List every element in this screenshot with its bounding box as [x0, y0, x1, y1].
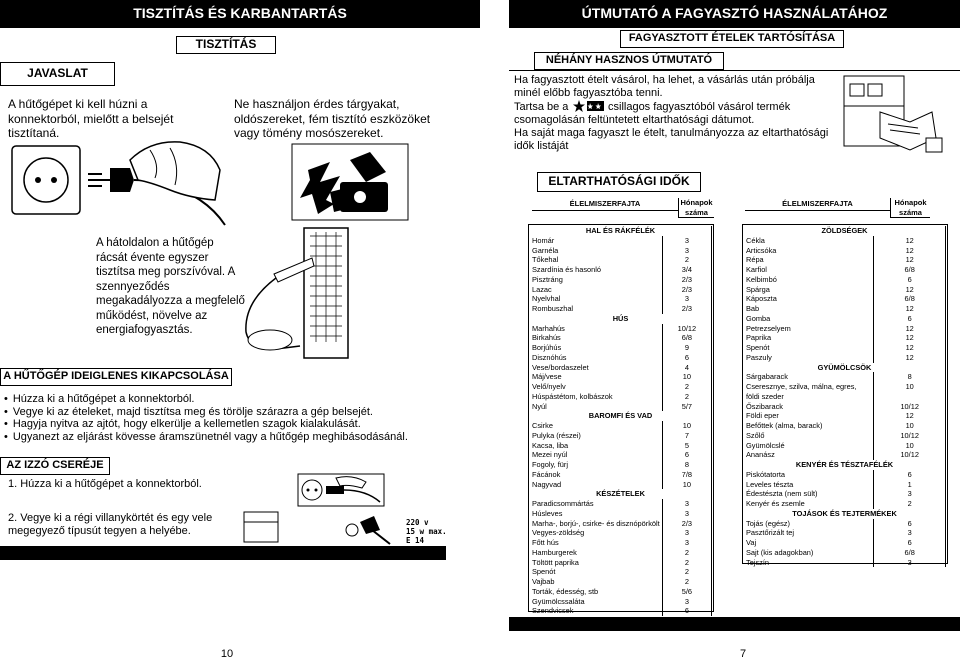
table-row — [744, 519, 946, 529]
food-name: Hamburgerek — [530, 548, 662, 558]
table-section-row — [530, 226, 712, 236]
bulb-step-2: 2. Vegye ki a régi villanykörtét és egy vele megegyező típusút tegyen a helyébe. — [8, 512, 213, 537]
section-title: ZÖLDSÉGEK — [744, 226, 946, 236]
list-item: • Vegye ki az ételeket, majd tisztítsa meg és törölje szárazra a gép belsejét. — [4, 406, 474, 419]
table-section-row — [530, 489, 712, 499]
food-name: Nagyvad — [530, 480, 662, 490]
table-row — [530, 499, 712, 509]
food-name: Piskótatorta — [744, 470, 874, 480]
months-value: 3 — [662, 499, 711, 509]
food-name: Bab — [744, 304, 874, 314]
months-value: 2/3 — [662, 275, 711, 285]
food-name: Vaj — [744, 538, 874, 548]
months-value: 3 — [874, 528, 946, 538]
months-value: 5/6 — [662, 587, 711, 597]
food-name: Sárgabarack — [744, 372, 874, 382]
food-name: Spenót — [530, 567, 662, 577]
food-name: Kelbimbó — [744, 275, 874, 285]
table-row — [530, 353, 712, 363]
food-name: Szardínia és hasonló — [530, 265, 662, 275]
food-name: Kacsa, liba — [530, 441, 662, 451]
food-name: Pulyka (részei) — [530, 431, 662, 441]
table-row — [530, 597, 712, 607]
food-name: Szendvicsek — [530, 606, 662, 616]
table-row — [530, 450, 712, 460]
bulb-step-1: 1. Húzza ki a hűtőgépet a konnektorból. — [8, 478, 202, 490]
food-name: Birkahús — [530, 333, 662, 343]
table-section-row — [744, 509, 946, 519]
months-value: 10 — [874, 421, 946, 431]
table-row — [744, 489, 946, 499]
months-value: 12 — [874, 246, 946, 256]
shutdown-list — [4, 393, 474, 443]
table-row — [530, 441, 712, 451]
months-value: 10/12 — [874, 402, 946, 412]
months-value: 10 — [662, 372, 711, 382]
months-value: 6 — [874, 314, 946, 324]
food-name: Gyümölcssaláta — [530, 597, 662, 607]
food-name: Pasztőrizált tej — [744, 528, 874, 538]
months-value: 12 — [874, 255, 946, 265]
table-row — [530, 236, 712, 246]
food-name: Fogoly, fürj — [530, 460, 662, 470]
months-value: 7 — [662, 431, 711, 441]
table-row — [744, 450, 946, 460]
months-value: 3 — [662, 597, 711, 607]
tips-line-2-end: csillagos fagyasztóból vásárol termék csomagolásán feltüntetett eltarthatósági dátumot. — [514, 101, 791, 126]
months-value: 12 — [874, 333, 946, 343]
food-name: Befőttek (alma, barack) — [744, 421, 874, 431]
months-value: 12 — [874, 236, 946, 246]
food-name: Garnéla — [530, 246, 662, 256]
food-name: Marhahús — [530, 324, 662, 334]
food-name: Répa — [744, 255, 874, 265]
food-name: Torták, édesség, stb — [530, 587, 662, 597]
table-row — [744, 392, 946, 402]
table-row — [530, 333, 712, 343]
months-value: 10/12 — [662, 324, 711, 334]
food-name: Vegyes-zöldség — [530, 528, 662, 538]
months-value: 6 — [662, 606, 711, 616]
bulb-spec-socket: E 14 — [406, 536, 425, 545]
months-value: 12 — [874, 353, 946, 363]
months-value: 3 — [662, 236, 711, 246]
right-header-title: ÚTMUTATÓ A FAGYASZTÓ HASZNÁLATÁHOZ — [581, 5, 888, 21]
months-value: 5 — [662, 441, 711, 451]
table-row — [744, 246, 946, 256]
table-row — [744, 548, 946, 558]
table-row — [744, 421, 946, 431]
food-name: Sajt (kis adagokban) — [744, 548, 874, 558]
table-row — [530, 265, 712, 275]
months-value: 12 — [874, 411, 946, 421]
table-row — [530, 324, 712, 334]
food-name: Nyelvhal — [530, 294, 662, 304]
cleaning-products-illustration — [290, 142, 410, 222]
food-name: Főtt hús — [530, 538, 662, 548]
right-page-number: 7 — [739, 648, 747, 660]
table-row — [530, 567, 712, 577]
food-name: Paradicsommártás — [530, 499, 662, 509]
table-row — [530, 460, 712, 470]
months-value: 10 — [874, 441, 946, 451]
months-value: 2 — [662, 558, 711, 568]
shelf-life-table-right — [744, 226, 946, 567]
warning-label: JAVASLAT — [0, 62, 115, 86]
months-value: 3 — [662, 246, 711, 256]
food-name: Töltött paprika — [530, 558, 662, 568]
unplug-illustration — [296, 472, 386, 508]
food-name: Lazac — [530, 285, 662, 295]
table-row — [530, 246, 712, 256]
months-value: 3 — [874, 489, 946, 499]
months-value: 6/8 — [874, 265, 946, 275]
col-header-food-left: ÉLELMISZERFAJTA — [532, 198, 678, 211]
condenser-text: A hátoldalon a hűtőgép rácsát évente egyszer tisztítsa meg porszívóval. A szennyeződés megakadályozza a megfelelő működést, növelve az energiafogyasztás. — [96, 237, 245, 336]
food-name: Vese/bordaszelet — [530, 363, 662, 373]
food-name: Paprika — [744, 333, 874, 343]
table-row — [744, 333, 946, 343]
list-item: • Ugyanezt az eljárást kövesse áramszünetnél vagy a hűtőgép meghibásodásánál. — [4, 431, 474, 444]
months-value: 10/12 — [874, 450, 946, 460]
months-value: 6 — [662, 450, 711, 460]
table-row — [744, 558, 946, 568]
months-value: 12 — [874, 285, 946, 295]
table-row — [530, 343, 712, 353]
shutdown-label: A HŰTŐGÉP IDEIGLENES KIKAPCSOLÁSA — [0, 368, 232, 386]
food-name: Nyúl — [530, 402, 662, 412]
food-name: földi szeder — [744, 392, 874, 402]
food-name: Gomba — [744, 314, 874, 324]
months-value: 10 — [662, 480, 711, 490]
months-value: 6 — [874, 275, 946, 285]
food-name: Marha-, borjú-, csirke- és disznópörkölt — [530, 519, 662, 529]
cleaning-label: TISZTÍTÁS — [176, 36, 276, 54]
food-name: Cékla — [744, 236, 874, 246]
months-value: 4 — [662, 363, 711, 373]
food-name: Velő/nyelv — [530, 382, 662, 392]
months-value: 3 — [662, 509, 711, 519]
table-row — [530, 480, 712, 490]
table-row — [744, 304, 946, 314]
food-name: Húsleves — [530, 509, 662, 519]
table-row — [744, 343, 946, 353]
table-row — [744, 470, 946, 480]
table-row — [744, 411, 946, 421]
food-name: Articsóka — [744, 246, 874, 256]
table-section-row — [744, 363, 946, 373]
months-value: 6 — [662, 353, 711, 363]
months-value: 6 — [874, 519, 946, 529]
table-row — [744, 441, 946, 451]
tips-line-3: Ha saját maga fagyaszt le ételt, tanulmányozza az eltarthatósági idők listáját — [514, 127, 829, 152]
left-header-title: TISZTÍTÁS ÉS KARBANTARTÁS — [133, 5, 347, 21]
table-row — [530, 470, 712, 480]
table-section-row — [744, 460, 946, 470]
table-row — [530, 372, 712, 382]
months-value: 6/8 — [874, 548, 946, 558]
table-row — [744, 324, 946, 334]
food-name: Rombuszhal — [530, 304, 662, 314]
food-name: Karfiol — [744, 265, 874, 275]
months-value: 5/7 — [662, 402, 711, 412]
list-item: • Húzza ki a hűtőgépet a konnektorból. — [4, 393, 474, 406]
table-row — [744, 538, 946, 548]
fridge-lamp-illustration — [240, 508, 400, 548]
table-row — [744, 480, 946, 490]
months-value: 8 — [662, 460, 711, 470]
bulb-spec-voltage: 220 v — [406, 518, 429, 527]
table-row — [530, 587, 712, 597]
section-title: HAL ÉS RÁKFÉLÉK — [530, 226, 712, 236]
table-section-row — [530, 411, 712, 421]
months-value: 2/3 — [662, 304, 711, 314]
table-row — [530, 431, 712, 441]
table-row — [744, 431, 946, 441]
food-name: Spenót — [744, 343, 874, 353]
table-row — [530, 538, 712, 548]
col-header-months-left: Hónapok száma — [678, 198, 714, 218]
tips-label: NÉHÁNY HASZNOS ÚTMUTATÓ — [534, 52, 724, 70]
food-name: Tojás (egész) — [744, 519, 874, 529]
months-value: 3 — [874, 558, 946, 568]
food-name: Paszuly — [744, 353, 874, 363]
food-name: Húspástétom, kolbászok — [530, 392, 662, 402]
food-name: Tejszín — [744, 558, 874, 568]
months-value: 7/8 — [662, 470, 711, 480]
months-value: 6 — [874, 470, 946, 480]
food-name: Fácánok — [530, 470, 662, 480]
months-value: 2/3 — [662, 285, 711, 295]
table-row — [530, 528, 712, 538]
bulb-label: AZ IZZÓ CSERÉJE — [0, 457, 110, 475]
storage-label: FAGYASZTOTT ÉTELEK TARTÓSÍTÁSA — [620, 30, 844, 48]
table-row — [744, 255, 946, 265]
food-name: Vajbab — [530, 577, 662, 587]
section-title: KÉSZÉTELEK — [530, 489, 712, 499]
months-value: 10/12 — [874, 431, 946, 441]
col-header-months-right: Hónapok száma — [890, 198, 930, 218]
section-title: KENYÉR ÉS TÉSZTAFÉLÉK — [744, 460, 946, 470]
food-name: Borjúhús — [530, 343, 662, 353]
months-value: 2 — [662, 548, 711, 558]
table-row — [744, 314, 946, 324]
shelf-life-label: ELTARTHATÓSÁGI IDŐK — [537, 172, 701, 192]
months-value: 6/8 — [874, 294, 946, 304]
food-name: Ananász — [744, 450, 874, 460]
table-row — [744, 528, 946, 538]
months-value: 12 — [874, 304, 946, 314]
bulb-spec-wattage: 15 w max. — [406, 527, 447, 536]
food-name: Csirke — [530, 421, 662, 431]
table-section-row — [744, 226, 946, 236]
col-header-food-right: ÉLELMISZERFAJTA — [745, 198, 890, 211]
list-item: • Hagyja nyitva az ajtót, hogy elkerülje a kellemetlen szagok kialakulását. — [4, 418, 474, 431]
months-value: 2 — [662, 392, 711, 402]
months-value: 9 — [662, 343, 711, 353]
right-page-footer-bar — [509, 617, 960, 631]
table-row — [530, 421, 712, 431]
months-value: 2/3 — [662, 519, 711, 529]
section-title: HÚS — [530, 314, 712, 324]
months-value: 8 — [874, 372, 946, 382]
food-name: Szőlő — [744, 431, 874, 441]
table-row — [530, 255, 712, 265]
tips-line-1: Ha fagyasztott ételt vásárol, ha lehet, a vásárlás után próbálja minél előbb fagyasztóba tenni. — [514, 74, 815, 99]
months-value: 12 — [874, 324, 946, 334]
months-value: 10 — [874, 382, 946, 392]
table-row — [530, 304, 712, 314]
food-name: Őszibarack — [744, 402, 874, 412]
table-row — [744, 265, 946, 275]
food-name: Petrezselyem — [744, 324, 874, 334]
left-page-footer-bar — [0, 546, 446, 560]
food-name: Disznóhús — [530, 353, 662, 363]
table-row — [744, 499, 946, 509]
months-value: 6 — [874, 538, 946, 548]
table-row — [530, 519, 712, 529]
food-name: Gyümölcslé — [744, 441, 874, 451]
months-value: 3 — [662, 538, 711, 548]
months-value: 12 — [874, 343, 946, 353]
cleaning-text: Ne használjon érdes tárgyakat, oldószereket, fém tisztító eszközöket vagy tömény mosószereket. — [234, 97, 431, 140]
table-row — [530, 606, 712, 616]
table-row — [744, 382, 946, 392]
food-name: Tőkehal — [530, 255, 662, 265]
table-row — [744, 402, 946, 412]
table-row — [530, 382, 712, 392]
section-title: GYÜMÖLCSÖK — [744, 363, 946, 373]
section-title: BAROMFI ÉS VAD — [530, 411, 712, 421]
table-row — [530, 363, 712, 373]
months-value — [874, 392, 946, 402]
table-row — [530, 294, 712, 304]
shelf-life-table-left — [530, 226, 712, 616]
food-name: Leveles tészta — [744, 480, 874, 490]
food-name: Homár — [530, 236, 662, 246]
months-value: 3 — [662, 294, 711, 304]
table-row — [530, 285, 712, 295]
table-row — [744, 275, 946, 285]
condenser-vacuum-illustration — [234, 222, 354, 362]
table-row — [530, 275, 712, 285]
months-value: 2 — [662, 382, 711, 392]
food-name: Spárga — [744, 285, 874, 295]
table-row — [530, 577, 712, 587]
table-row — [744, 372, 946, 382]
months-value: 3/4 — [662, 265, 711, 275]
food-name: Máj/vese — [530, 372, 662, 382]
table-row — [744, 285, 946, 295]
table-row — [744, 353, 946, 363]
months-value: 2 — [662, 255, 711, 265]
plug-socket-illustration — [10, 140, 240, 230]
table-row — [530, 402, 712, 412]
food-name: Kenyér és zsemle — [744, 499, 874, 509]
food-name: Földi eper — [744, 411, 874, 421]
months-value: 2 — [874, 499, 946, 509]
tips-line-2-start: Tartsa be a — [514, 101, 569, 113]
months-value: 2 — [662, 567, 711, 577]
food-name: Pisztráng — [530, 275, 662, 285]
table-row — [530, 558, 712, 568]
food-name: Mezei nyúl — [530, 450, 662, 460]
table-row — [530, 509, 712, 519]
left-page-number: 10 — [220, 648, 234, 660]
food-name: Cseresznye, szilva, málna, egres, — [744, 382, 874, 392]
months-value: 10 — [662, 421, 711, 431]
freezer-illustration — [840, 72, 950, 158]
section-title: TOJÁSOK ÉS TEJTERMÉKEK — [744, 509, 946, 519]
months-value: 3 — [662, 528, 711, 538]
warning-text: A hűtőgépet ki kell húzni a konnektorból, mielőtt a belsejét tisztítaná. — [8, 97, 174, 140]
table-section-row — [530, 314, 712, 324]
months-value: 2 — [662, 577, 711, 587]
months-value: 1 — [874, 480, 946, 490]
food-name: Káposzta — [744, 294, 874, 304]
table-row — [744, 294, 946, 304]
food-name: Édestészta (nem sült) — [744, 489, 874, 499]
table-row — [744, 236, 946, 246]
table-row — [530, 392, 712, 402]
table-row — [530, 548, 712, 558]
months-value: 6/8 — [662, 333, 711, 343]
